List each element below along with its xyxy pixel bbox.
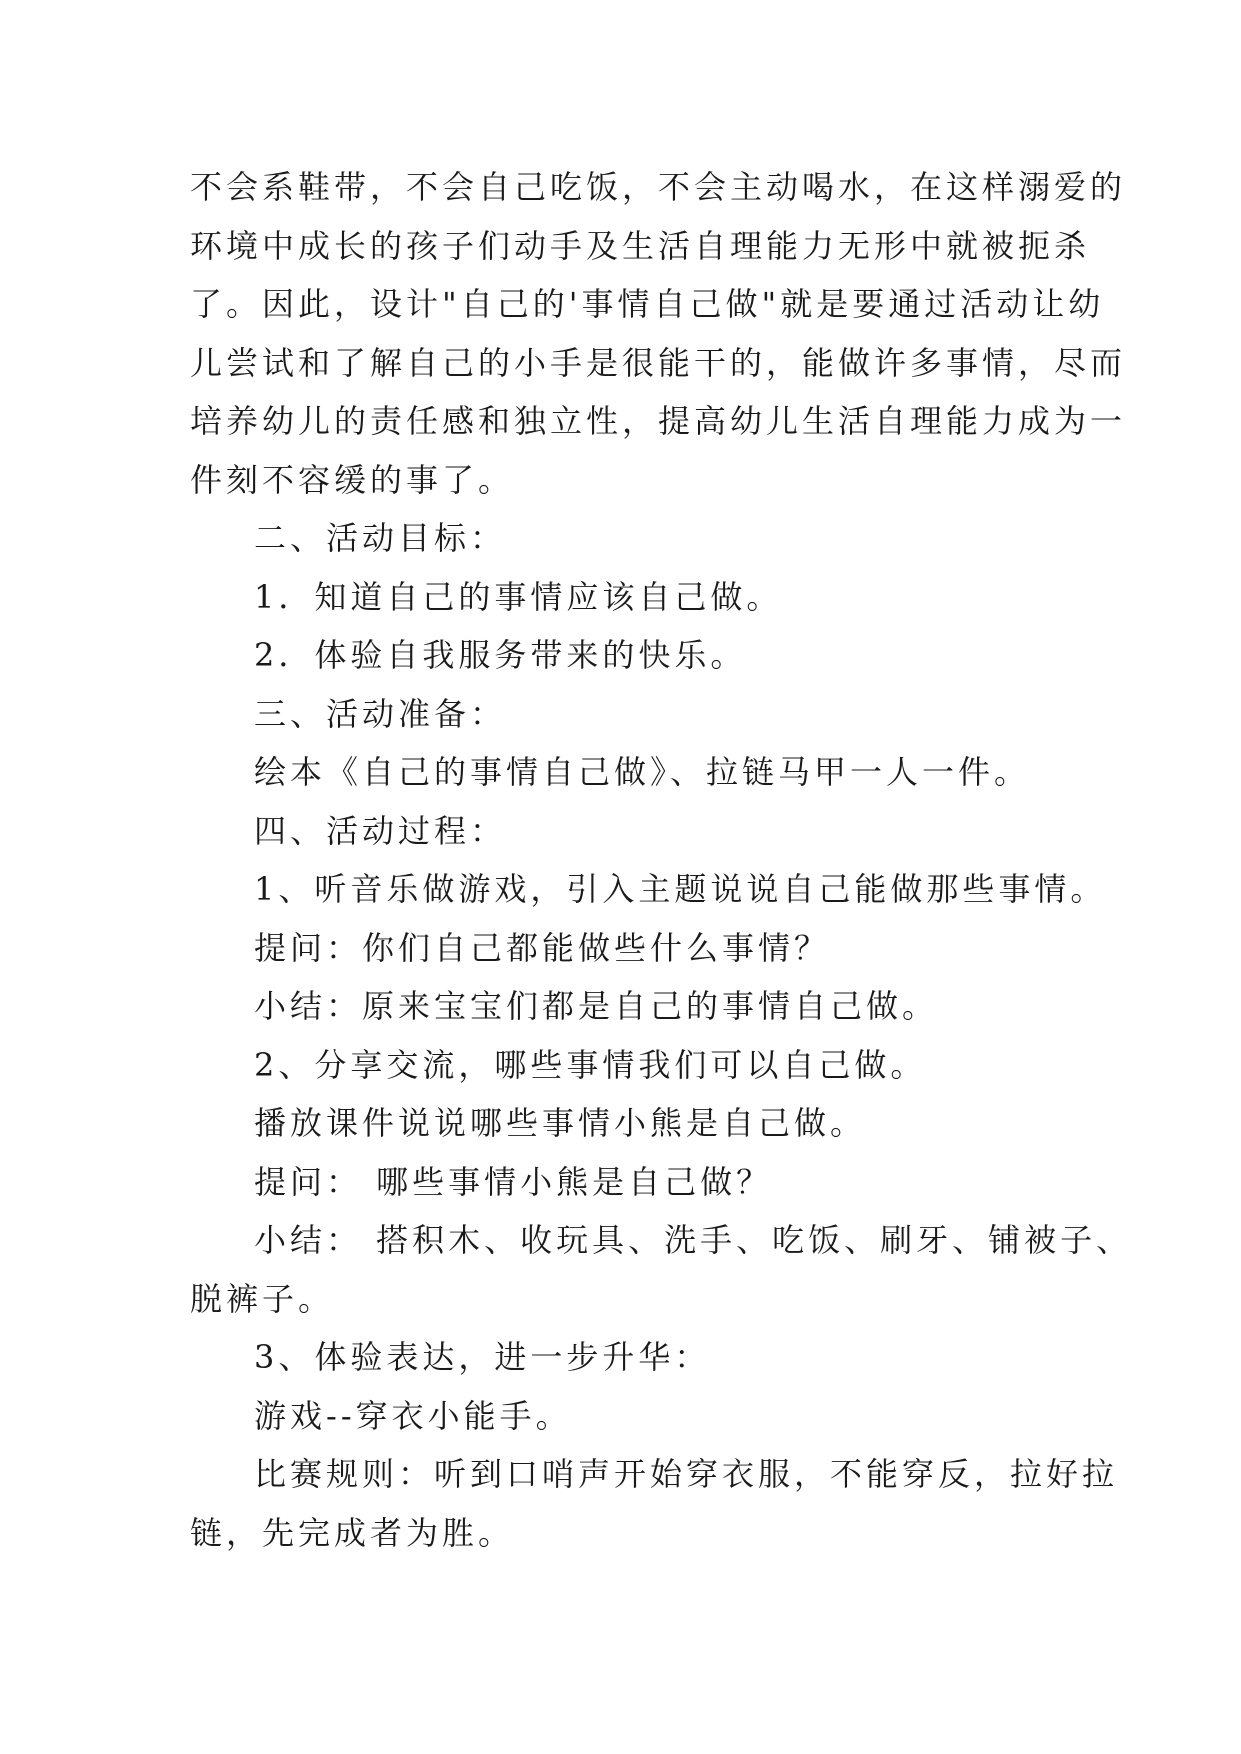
paragraph-line: 了。因此，设计"自己的'事情自己做"就是要通过活动让幼 bbox=[190, 285, 1105, 323]
goal-item: 1．知道自己的事情应该自己做。 bbox=[254, 577, 783, 616]
game-title: 游戏--穿衣小能手。 bbox=[254, 1396, 572, 1435]
paragraph-line: 环境中成长的孩子们动手及生活自理能力无形中就被扼杀 bbox=[190, 226, 1091, 265]
paragraph-line: 件刻不容缓的事了。 bbox=[190, 460, 515, 499]
process-step: 3、体验表达，进一步升华： bbox=[254, 1338, 711, 1376]
paragraph-line: 培养幼儿的责任感和独立性，提高幼儿生活自理能力成为一 bbox=[190, 402, 1127, 440]
paragraph-line: 播放课件说说哪些事情小熊是自己做。 bbox=[254, 1104, 867, 1142]
section-heading-preparation: 三、活动准备： bbox=[254, 694, 507, 733]
question-line: 提问： 哪些事情小熊是自己做？ bbox=[254, 1162, 773, 1201]
goal-item: 2．体验自我服务带来的快乐。 bbox=[254, 636, 747, 674]
process-step: 2、分享交流，哪些事情我们可以自己做。 bbox=[254, 1045, 927, 1084]
paragraph-line: 儿尝试和了解自己的小手是很能干的，能做许多事情，尽而 bbox=[190, 343, 1127, 382]
rules-line-continuation: 链，先完成者为胜。 bbox=[190, 1513, 515, 1552]
process-step: 1、听音乐做游戏，引入主题说说自己能做那些事情。 bbox=[254, 870, 1107, 908]
question-line: 提问：你们自己都能做些什么事情？ bbox=[254, 928, 831, 967]
section-heading-process: 四、活动过程： bbox=[254, 811, 507, 850]
section-heading-goals: 二、活动目标： bbox=[254, 519, 507, 557]
summary-line: 小结： 搭积木、收玩具、洗手、吃饭、刷牙、铺被子、 bbox=[254, 1221, 1133, 1259]
summary-line: 小结：原来宝宝们都是自己的事情自己做。 bbox=[254, 987, 939, 1025]
document-body bbox=[190, 158, 1133, 1562]
preparation-item: 绘本《自己的事情自己做》、拉链马甲一人一件。 bbox=[254, 753, 1031, 791]
summary-line-continuation: 脱裤子。 bbox=[190, 1279, 335, 1318]
rules-line: 比赛规则：听到口哨声开始穿衣服，不能穿反，拉好拉 bbox=[254, 1455, 1119, 1493]
paragraph-line: 不会系鞋带，不会自己吃饭，不会主动喝水，在这样溺爱的 bbox=[190, 168, 1127, 206]
